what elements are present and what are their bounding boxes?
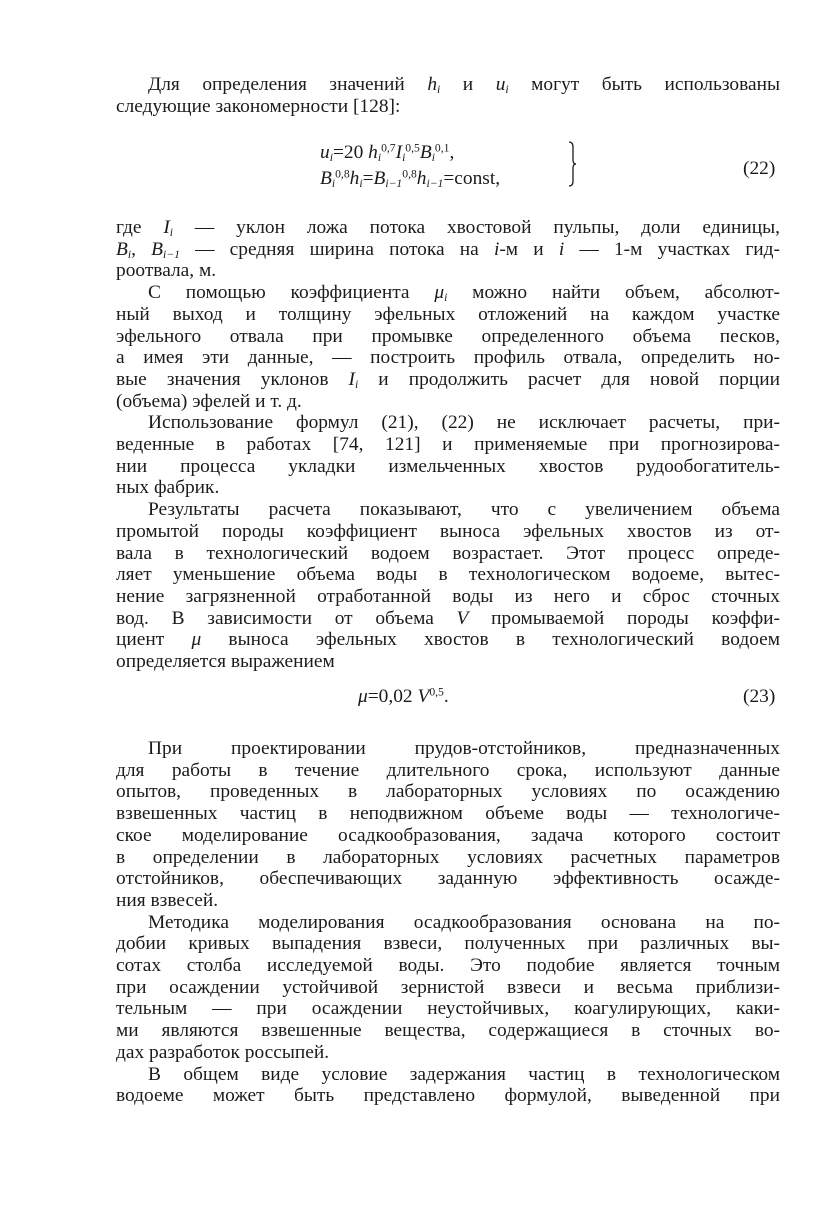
p-ponds-line-5: ское моделирование осадкообразования, задача которого состоит xyxy=(116,824,780,846)
var-u xyxy=(496,74,509,95)
text: где xyxy=(116,217,164,238)
equation-22-number: (22) xyxy=(743,158,776,179)
intro-line-2: следующие закономерности [128]: xyxy=(116,95,401,117)
where-line-3: роотвала, м. xyxy=(116,260,217,282)
var-subscript: i xyxy=(127,247,132,261)
p-results-line-6 xyxy=(116,608,780,630)
var-subscript: i xyxy=(355,377,359,391)
eq-symbol: V xyxy=(417,686,430,707)
eq-exponent: 0,8 xyxy=(335,167,350,181)
text: и xyxy=(440,74,496,95)
var-subscript: i xyxy=(444,291,448,305)
right-brace-icon xyxy=(568,141,576,187)
p-method-line-3: сотах столба исследуемой воды. Это подобие является точным xyxy=(116,955,780,977)
p-mu-line-1 xyxy=(116,282,780,304)
eq-symbol: μ xyxy=(358,686,368,707)
eq-symbol: B xyxy=(373,168,386,189)
var-symbol: B xyxy=(151,238,163,260)
eq-operator: = xyxy=(362,168,374,189)
p-ponds-line-4: взвешенных частиц в неподвижном объеме воды — технологиче- xyxy=(116,803,780,825)
var-symbol: h xyxy=(427,74,438,95)
body-text-upper xyxy=(116,217,780,673)
text: — 1-м участках гид- xyxy=(564,238,780,260)
var-symbol: i xyxy=(558,238,565,260)
text: циент xyxy=(116,629,192,651)
p-results-line-4: ляет уменьшение объема воды в технологическом водоеме, вытес- xyxy=(116,564,780,586)
eq-subscript: i xyxy=(331,176,336,190)
eq-subscript: i−1 xyxy=(385,176,403,190)
p-results-line-5: нение загрязненной отработанной воды из него и сброс сточных xyxy=(116,585,780,607)
p-method-line-1: Методика моделирования осадкообразования основана на по- xyxy=(148,911,780,933)
eq-operator: =const, xyxy=(443,168,501,189)
var-symbol: u xyxy=(495,74,506,95)
var-h xyxy=(427,74,440,95)
eq-symbol: B xyxy=(419,142,432,163)
p-ponds-line-3: опытов, проведенных в лабораторных условиях по осаждению xyxy=(116,781,780,803)
eq-operator: =0,02 xyxy=(367,686,418,707)
where-line-2 xyxy=(116,239,780,261)
p-method-line-2: добии кривых выпадения взвеси, полученных при различных вы- xyxy=(116,933,780,955)
p-results-line-7 xyxy=(116,629,780,651)
var-symbol: μ xyxy=(434,282,445,304)
eq-symbol: B xyxy=(320,168,332,189)
var-symbol: μ xyxy=(191,629,202,651)
p-method-line-7: дах разработок россыпей. xyxy=(116,1041,330,1063)
p-formulas-line-4: ных фабрик. xyxy=(116,477,220,499)
eq-punct: . xyxy=(443,686,449,707)
equation-22 xyxy=(320,140,500,192)
eq-symbol: u xyxy=(320,142,330,163)
p-method-line-4: при осаждении устойчивой зернистой взвеси и весьма приблизи- xyxy=(116,976,780,998)
equation-22-line-2 xyxy=(320,166,500,192)
p-formulas-line-3: нии процесса укладки измельченных хвостов рудообогатитель- xyxy=(116,455,780,477)
eq-exponent: 0,8 xyxy=(402,167,417,181)
text: Для определения значений xyxy=(148,74,428,95)
equation-23-number: (23) xyxy=(743,686,776,707)
var-symbol: I xyxy=(348,368,355,390)
var-subscript: i−1 xyxy=(163,247,180,261)
eq-symbol: h xyxy=(368,142,378,163)
equation-22-line-1 xyxy=(320,140,500,166)
eq-exponent: 0,5 xyxy=(429,685,444,699)
eq-subscript: i xyxy=(359,176,363,190)
eq-exponent: 0,1 xyxy=(434,141,450,155)
text: С помощью коэффициента xyxy=(148,282,435,304)
p-mu-line-4: а имея эти данные, — построить профиль отвала, определить но- xyxy=(116,347,780,369)
var-symbol: B xyxy=(116,238,128,260)
text: , xyxy=(131,238,152,260)
eq-subscript: i xyxy=(377,150,382,164)
eq-exponent: 0,7 xyxy=(381,141,396,155)
text: -м и xyxy=(499,238,559,260)
text: и продолжить расчет для новой порции xyxy=(358,368,781,390)
eq-subscript: i xyxy=(431,150,435,164)
var-subscript: i xyxy=(169,225,174,239)
eq-punct: , xyxy=(449,142,455,163)
body-text-lower xyxy=(116,738,780,1107)
p-ponds-line-6: в определении в лабораторных условиях расчетных параметров xyxy=(116,846,780,868)
eq-symbol: h xyxy=(349,168,360,189)
p-ponds-line-1: При проектировании прудов-отстойников, предназначенных xyxy=(148,738,780,759)
p-results-line-2: промытой породы коэффициент выноса эфельных хвостов из от- xyxy=(116,520,780,542)
var-symbol: V xyxy=(456,607,469,629)
eq-subscript: i−1 xyxy=(426,176,444,190)
p-results-line-1: Результаты расчета показывают, что с увеличением объема xyxy=(148,499,780,521)
eq-exponent: 0,5 xyxy=(405,141,420,155)
eq-subscript: i xyxy=(402,150,406,164)
eq-operator: =20 xyxy=(332,142,369,163)
p-general-line-2: водоеме может быть представлено формулой, выведенной при xyxy=(116,1085,780,1107)
p-ponds-line-8: ния взвесей. xyxy=(116,889,219,911)
text: могут быть использованы xyxy=(508,74,780,95)
p-ponds-line-2: для работы в течение длительного срока, используют данные xyxy=(116,759,780,781)
intro-paragraph xyxy=(116,74,780,117)
text: — средняя ширина потока на xyxy=(179,238,494,260)
text: — уклон ложа потока хвостовой пульпы, доли единицы, xyxy=(173,217,780,238)
eq-symbol: h xyxy=(416,168,427,189)
p-method-line-6: ми являются взвешенные вещества, содержащиеся в сточных во- xyxy=(116,1020,780,1042)
p-ponds-line-7: отстойников, обеспечивающих заданную эффективность осажде- xyxy=(116,868,780,890)
p-formulas-line-1: Использование формул (21), (22) не исключает расчеты, при- xyxy=(148,412,780,434)
text: вод. В зависимости от объема xyxy=(116,607,457,629)
text: промываемой породы коэффи- xyxy=(468,607,780,629)
text: выноса эфельных хвостов в технологический водоем xyxy=(201,629,781,651)
var-symbol: I xyxy=(163,217,170,238)
where-line-1 xyxy=(116,217,780,239)
text: вые значения уклонов xyxy=(116,368,349,390)
p-mu-line-6: (объема) эфелей и т. д. xyxy=(116,390,302,412)
p-mu-line-3: эфельного отвала при промывке определенного объема песков, xyxy=(116,325,780,347)
p-mu-line-5 xyxy=(116,369,780,391)
equation-23 xyxy=(358,686,449,708)
p-mu-line-2: ный выход и толщину эфельных отложений на каждом участке xyxy=(116,303,780,325)
text: можно найти объем, абсолют- xyxy=(447,282,780,304)
var-subscript: i xyxy=(505,82,509,96)
var-symbol: i xyxy=(493,238,500,260)
p-formulas-line-2: веденные в работах [74, 121] и применяемые при прогнозирова- xyxy=(116,434,780,456)
eq-symbol: I xyxy=(395,142,403,163)
p-results-line-8: определяется выражением xyxy=(116,651,335,673)
intro-line-1 xyxy=(116,74,780,96)
eq-subscript: i xyxy=(329,150,333,164)
var-subscript: i xyxy=(437,82,441,96)
p-method-line-5: тельным — при осаждении неустойчивых, коагулирующих, каки- xyxy=(116,998,780,1020)
p-results-line-3: вала в технологический водоем возрастает. Этот процесс опреде- xyxy=(116,542,780,564)
p-general-line-1: В общем виде условие задержания частиц в технологическом xyxy=(148,1063,780,1085)
